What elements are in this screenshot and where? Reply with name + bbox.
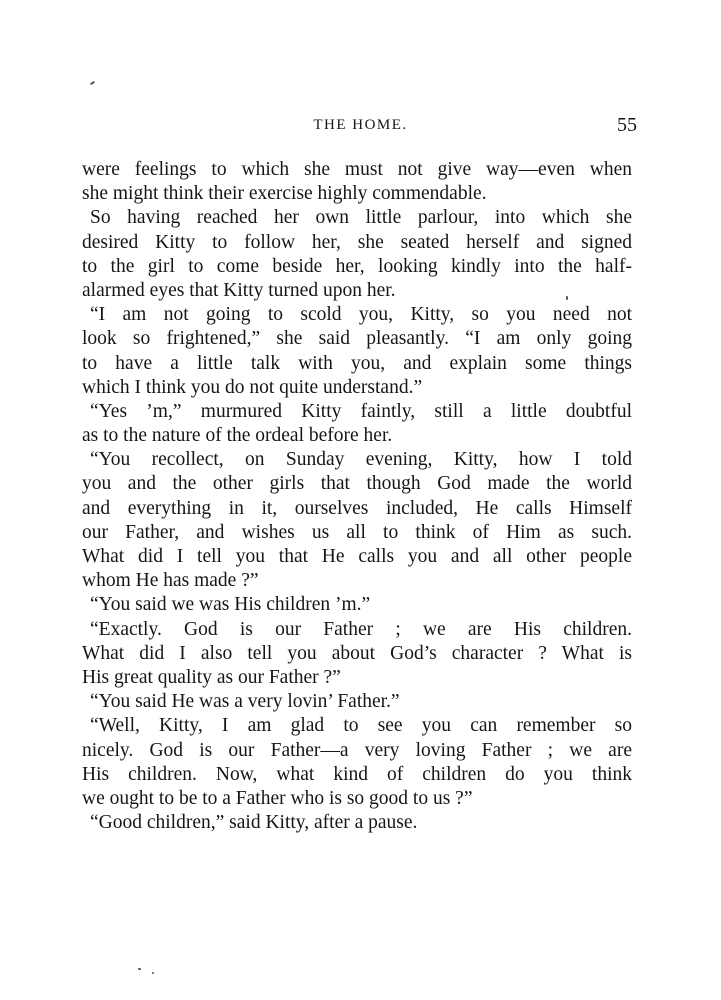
text-line: to the girl to come beside her, looking kindly into the half- (82, 255, 632, 277)
print-speck (138, 968, 141, 970)
text-line: “Exactly. God is our Father ; we are His children. (90, 618, 632, 640)
text-line: to have a little talk with you, and explain some things (82, 352, 632, 374)
running-head: THE HOME. (313, 117, 408, 133)
text-line: and everything in it, ourselves included, He calls Himself (82, 497, 632, 519)
text-line: our Father, and wishes us all to think of Him as such. (82, 521, 632, 543)
text-line: “I am not going to scold you, Kitty, so you need not (90, 304, 632, 326)
text-line: “Well, Kitty, I am glad to see you can remember so (90, 715, 632, 737)
text-line: nicely. God is our Father—a very loving Father ; we are (82, 739, 632, 761)
text-line: “You recollect, on Sunday evening, Kitty, how I told (90, 449, 632, 471)
text-line: What did I also tell you about God’s character ? What is (82, 642, 632, 664)
print-speck (152, 972, 154, 974)
page-header (0, 114, 721, 138)
page-number: 55 (617, 114, 637, 136)
text-line: So having reached her own little parlour, into which she (90, 207, 632, 229)
text-line: which I think you do not quite understand.” (82, 376, 423, 398)
text-line: alarmed eyes that Kitty turned upon her. (82, 279, 396, 301)
text-line: desired Kitty to follow her, she seated herself and signed (82, 231, 632, 253)
text-line: she might think their exercise highly commendable. (82, 183, 487, 205)
text-line: “Yes ’m,” murmured Kitty faintly, still a little doubtful (90, 400, 632, 422)
text-line: look so frightened,” she said pleasantly. “I am only going (82, 328, 632, 350)
text-line: as to the nature of the ordeal before her. (82, 425, 393, 447)
text-line: His children. Now, what kind of children do you think (82, 763, 632, 785)
text-line: “You said we was His children ’m.” (90, 594, 371, 616)
text-line: His great quality as our Father ?” (82, 666, 341, 688)
text-line: whom He has made ?” (82, 570, 259, 592)
print-speck (90, 81, 95, 86)
body-text (82, 158, 632, 835)
text-line: we ought to be to a Father who is so good to us ?” (82, 787, 473, 809)
text-line: “You said He was a very lovin’ Father.” (90, 691, 400, 713)
text-line: What did I tell you that He calls you and all other people (82, 546, 632, 567)
text-line: “Good children,” said Kitty, after a pause. (90, 812, 418, 834)
print-speck (566, 296, 568, 300)
text-line: were feelings to which she must not give way—even when (82, 159, 632, 180)
text-line: you and the other girls that though God made the world (82, 473, 632, 495)
